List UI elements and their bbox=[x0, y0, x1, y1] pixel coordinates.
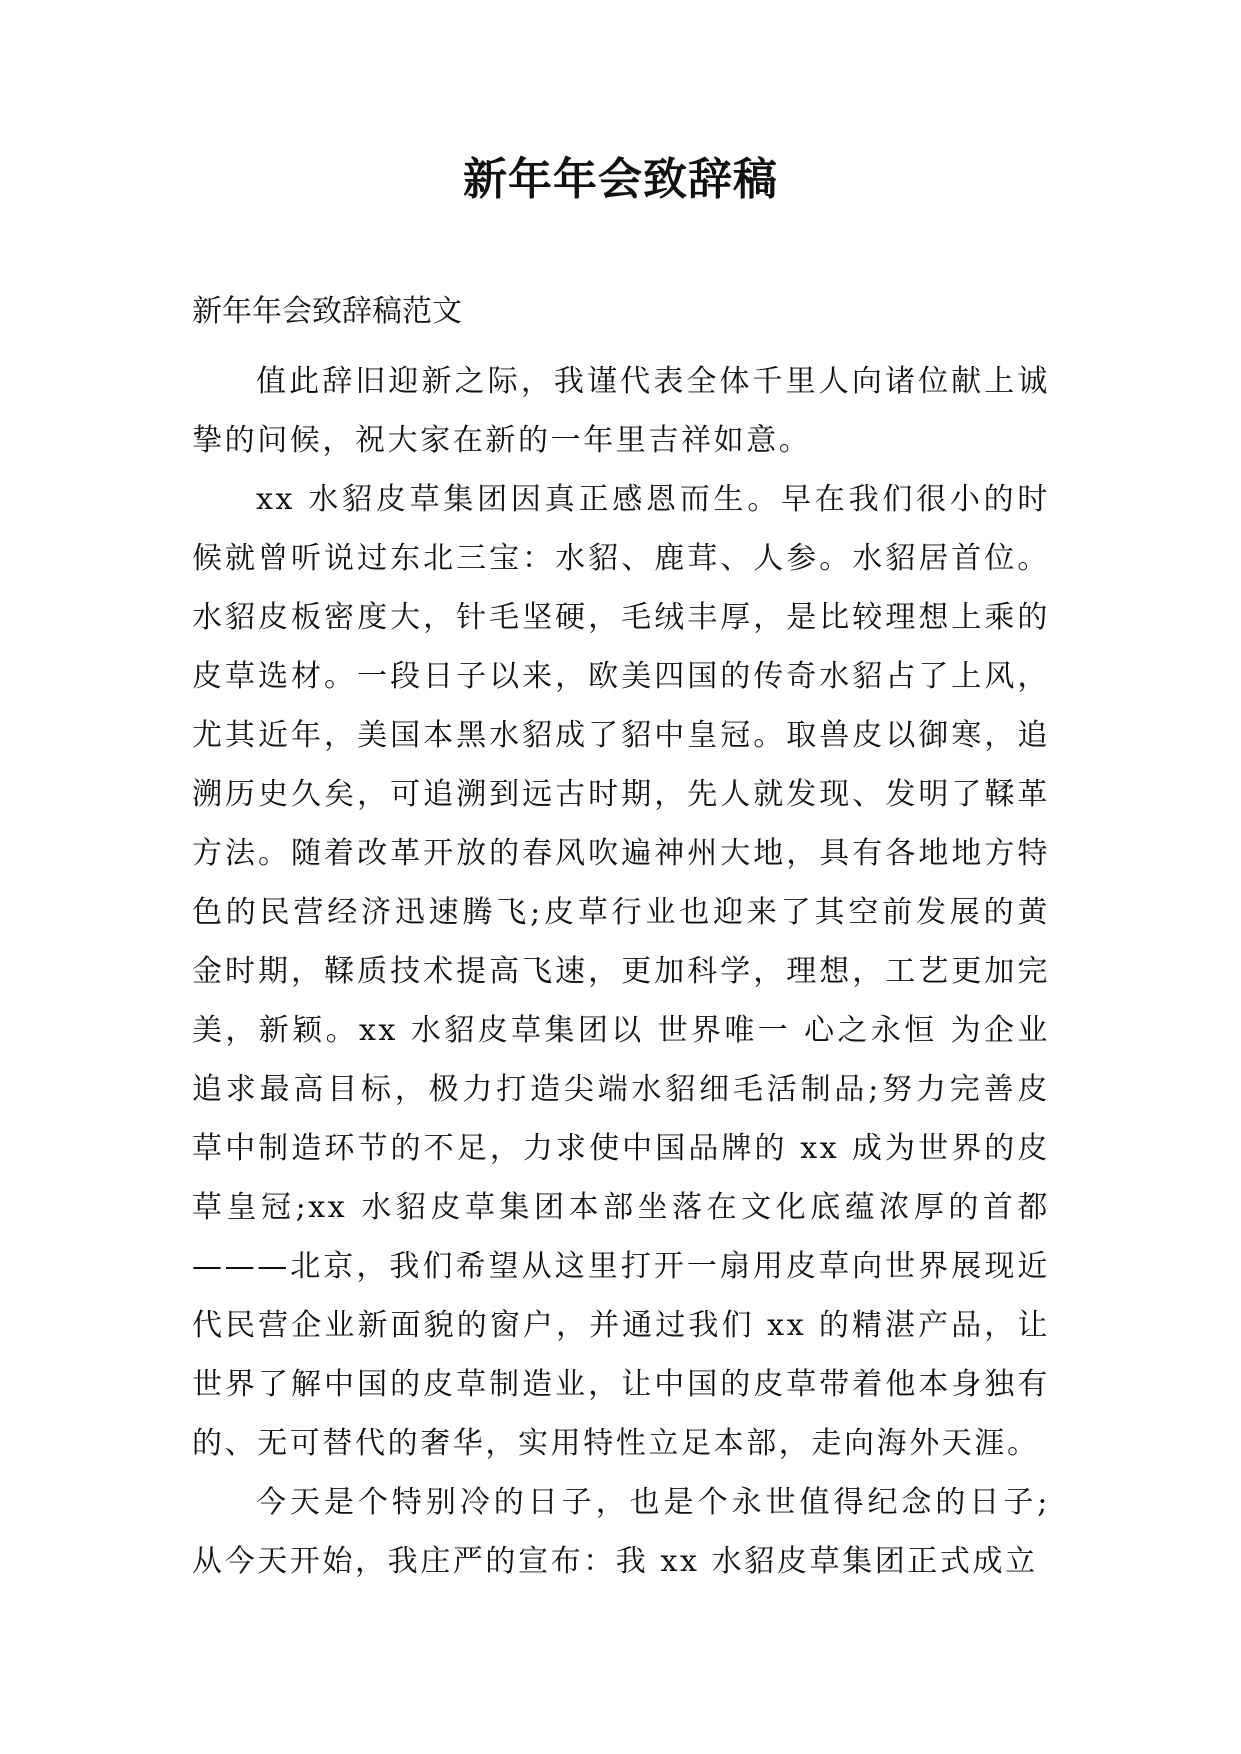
document-body bbox=[192, 352, 1050, 1591]
document-title: 新年年会致辞稿 bbox=[463, 154, 778, 205]
document-subtitle: 新年年会致辞稿范文 bbox=[192, 294, 462, 329]
paragraph-announcement: 今天是个特别冷的日子，也是个永世值得纪念的日子;从今天开始，我庄严的宣布：我 xx 水貂皮草集团正式成立 bbox=[192, 1485, 1050, 1579]
paragraph-company-history: xx 水貂皮草集团因真正感恩而生。早在我们很小的时候就曾听说过东北三宝：水貂、鹿茸、人参。水貂居首位。水貂皮板密度大，针毛坚硬，毛绒丰厚，是比较理想上乘的皮草选材。一段日子以来，欧美四国的传奇水貂占了上风，尤其近年，美国本黑水貂成了貂中皇冠。取兽皮以御寒，追溯历史久矣，可追溯到远古时期，先人就发现、发明了鞣革方法。随着改革开放的春风吹遍神州大地，具有各地地方特色的民营经济迅速腾飞;皮草行业也迎来了其空前发展的黄金时期，鞣质技术提高飞速，更加科学，理想，工艺更加完美，新颖。xx 水貂皮草集团以 世界唯一 心之永恒 为企业追求最高目标，极力打造尖端水貂细毛活制品;努力完善皮草中制造环节的不足，力求使中国品牌的 xx 成为世界的皮草皇冠;xx 水貂皮草集团本部坐落在文化底蕴浓厚的首都———北京，我们希望从这里打开一扇用皮草向世界展现近代民营企业新面貌的窗户，并通过我们 xx 的精湛产品，让世界了解中国的皮草制造业，让中国的皮草带着他本身独有的、无可替代的奢华，实用特性立足本部，走向海外天涯。 bbox=[192, 482, 1050, 1461]
paragraph-greeting: 值此辞旧迎新之际，我谨代表全体千里人向诸位献上诚挚的问候，祝大家在新的一年里吉祥如意。 bbox=[192, 364, 1050, 458]
